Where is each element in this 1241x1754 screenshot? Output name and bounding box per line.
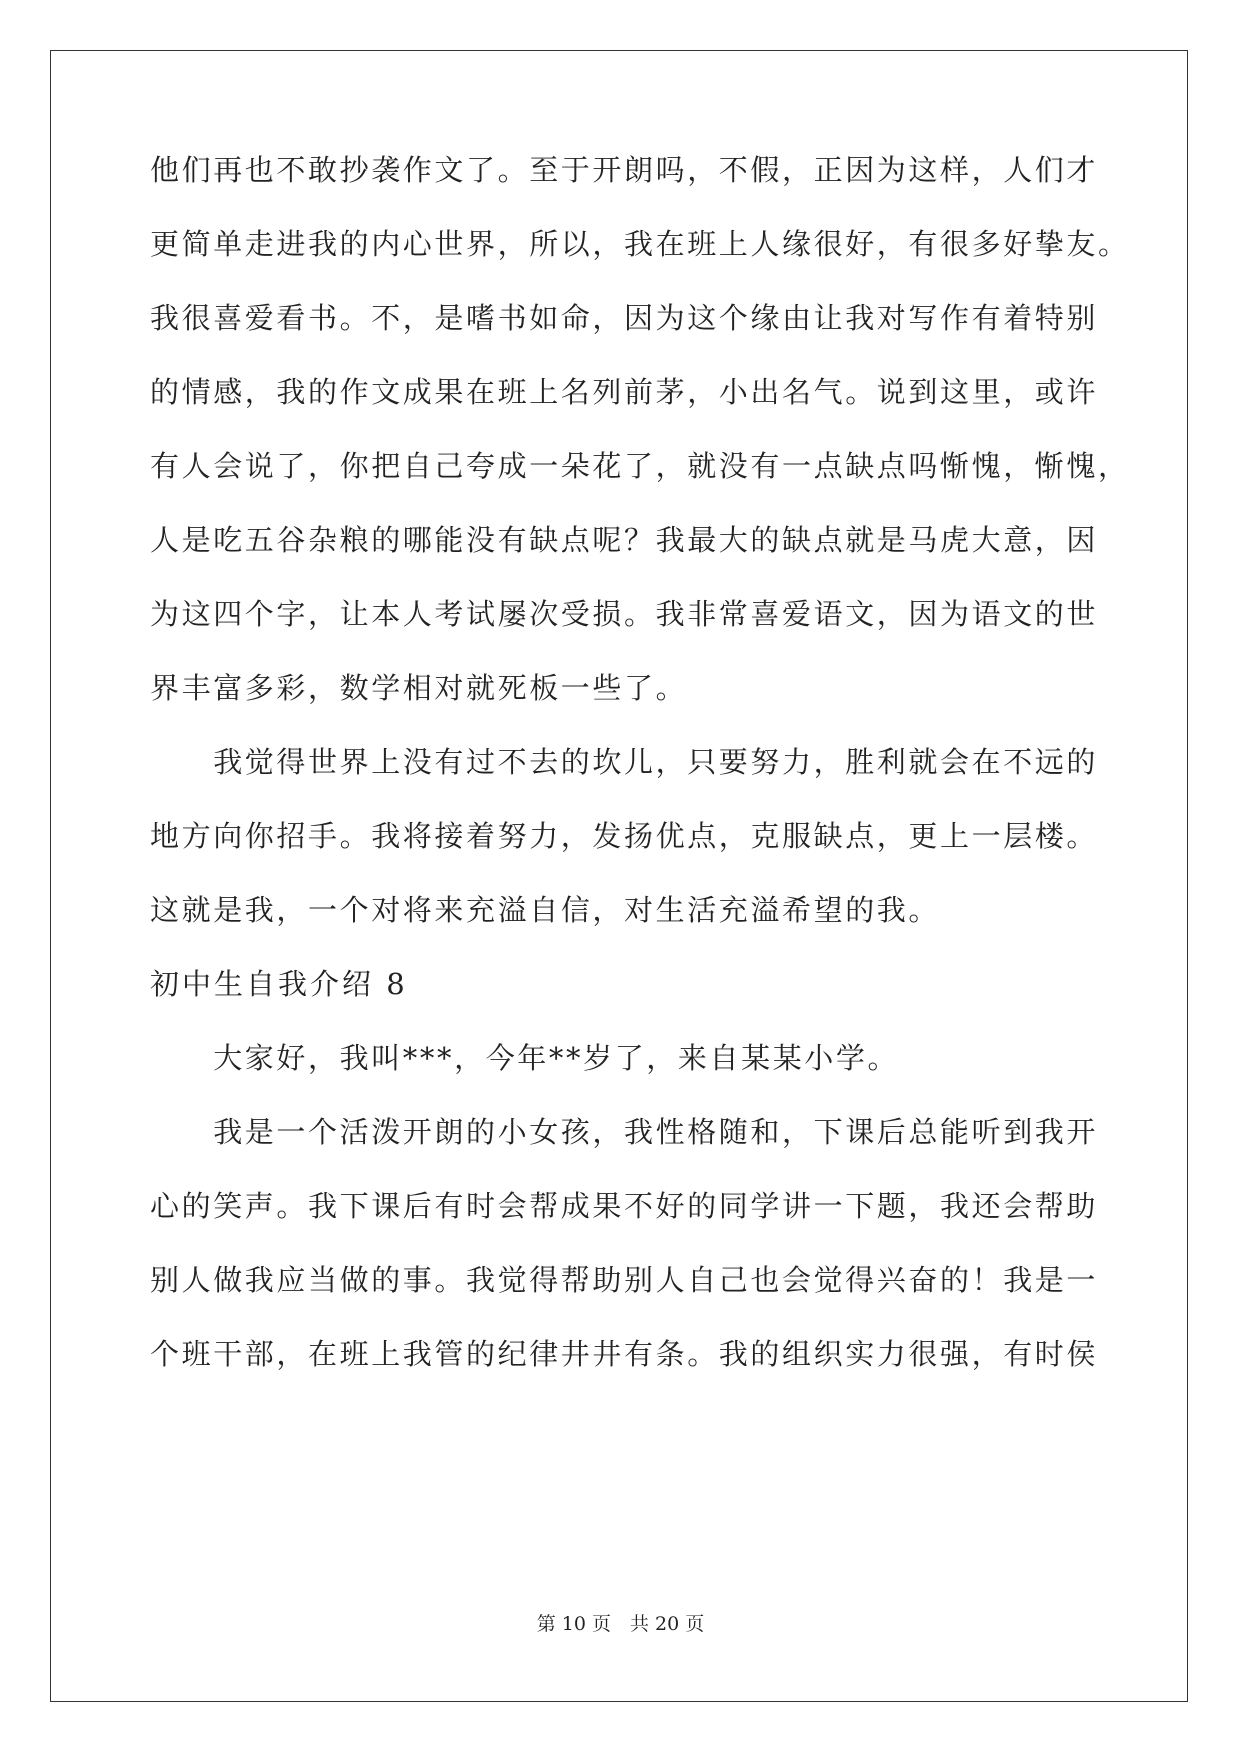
text-line: 个班干部，在班上我管的纪律井井有条。我的组织实力很强，有时侯 [150, 1337, 1099, 1371]
text-line: 为这四个字，让本人考试屡次受损。我非常喜爱语文，因为语文的世 [150, 597, 1099, 631]
text-line: 心的笑声。我下课后有时会帮成果不好的同学讲一下题，我还会帮助 [150, 1189, 1099, 1223]
text-line: 他们再也不敢抄袭作文了。至于开朗吗，不假，正因为这样，人们才 [150, 153, 1099, 187]
page-footer: 第 10 页 共 20 页 [536, 1613, 705, 1635]
text-line: 别人做我应当做的事。我觉得帮助别人自己也会觉得兴奋的！我是一 [150, 1263, 1099, 1297]
paragraph-line: 大家好，我叫***，今年**岁了，来自某某小学。 [150, 1041, 900, 1075]
paragraph-line: 我觉得世界上没有过不去的坎儿，只要努力，胜利就会在不远的 [150, 745, 1099, 779]
section-heading: 初中生自我介绍 8 [150, 967, 408, 1001]
text-line: 界丰富多彩，数学相对就死板一些了。 [150, 671, 688, 705]
text-line: 我很喜爱看书。不，是嗜书如命，因为这个缘由让我对写作有着特别 [150, 301, 1099, 335]
text-line: 人是吃五谷杂粮的哪能没有缺点呢？我最大的缺点就是马虎大意，因 [150, 523, 1099, 557]
text-line: 更简单走进我的内心世界，所以，我在班上人缘很好，有很多好挚友。 [150, 227, 1130, 261]
paragraph-line: 我是一个活泼开朗的小女孩，我性格随和，下课后总能听到我开 [150, 1115, 1099, 1149]
text-line: 有人会说了，你把自己夸成一朵花了，就没有一点缺点吗惭愧，惭愧， [150, 449, 1130, 483]
text-line: 的情感，我的作文成果在班上名列前茅，小出名气。说到这里，或许 [150, 375, 1099, 409]
text-line: 地方向你招手。我将接着努力，发扬优点，克服缺点，更上一层楼。 [150, 819, 1099, 853]
text-line: 这就是我，一个对将来充溢自信，对生活充溢希望的我。 [150, 893, 941, 927]
